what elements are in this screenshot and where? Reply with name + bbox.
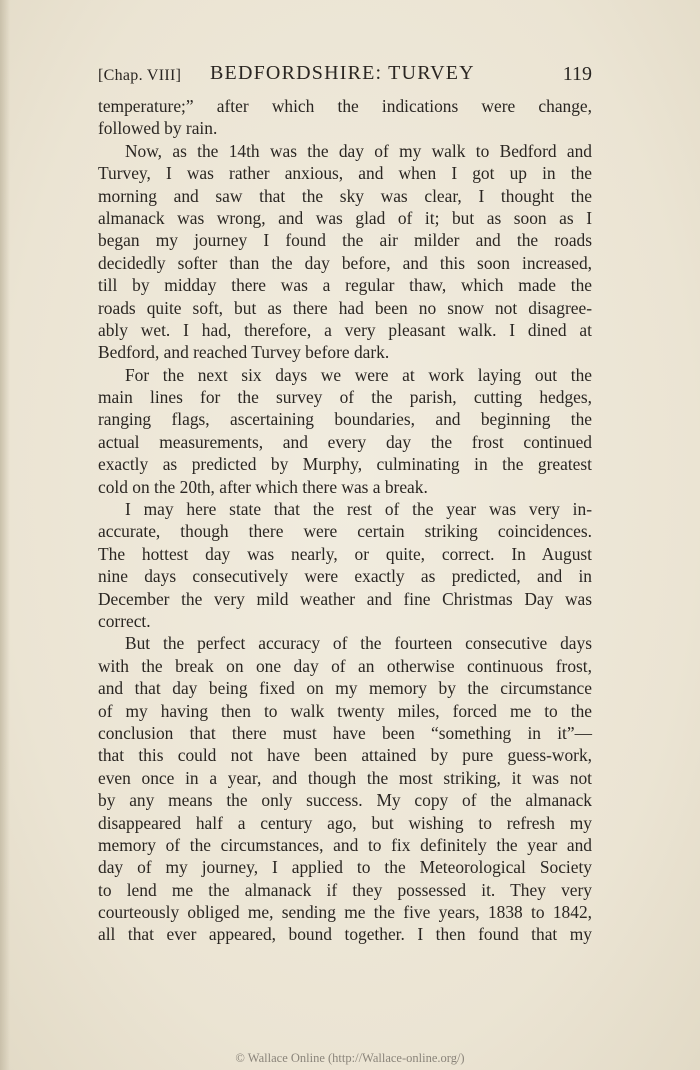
text-line: almanack was wrong, and was glad of it; but as soon as I [98,207,592,228]
text-line: Turvey, I was rather anxious, and when I got up in the [98,163,592,184]
copyright-footer: © Wallace Online (http://Wallace-online.org/) [235,1051,465,1065]
text-line: exactly as predicted by Murphy, culminating in the greatest [98,454,592,475]
body-text [98,95,592,946]
text-line: cold on the 20th, after which there was a break. [98,476,428,497]
chapter-label: [Chap. VIII] [98,67,182,84]
text-line: of my having then to walk twenty miles, forced me to the [98,700,592,721]
text-line: decidedly softer than the day before, and this soon increased, [98,252,592,273]
text-line: disappeared half a century ago, but wishing to refresh my [98,812,592,833]
text-line: courteously obliged me, sending me the five years, 1838 to 1842, [98,902,592,923]
text-line: followed by rain. [98,118,218,139]
text-line: by any means the only success. My copy of the almanack [98,790,592,811]
text-line: ranging flags, ascertaining boundaries, and beginning the [98,409,592,430]
text-line: began my journey I found the air milder and the roads [98,230,592,251]
page-spine-shadow [0,0,10,1070]
text-line: morning and saw that the sky was clear, I thought the [98,185,592,206]
text-line: But the perfect accuracy of the fourteen consecutive days [125,633,592,654]
text-line: Bedford, and reached Turvey before dark. [98,342,390,363]
text-line: conclusion that there must have been “something in it”— [98,722,592,743]
text-line: even once in a year, and though the most striking, it was not [98,767,592,788]
running-header [98,62,592,88]
running-title: BEDFORDSHIRE: TURVEY [210,62,475,84]
text-line: and that day being fixed on my memory by the circumstance [98,678,592,699]
text-line: correct. [98,610,151,631]
text-line: till by midday there was a regular thaw, which made the [98,275,592,296]
text-line: Now, as the 14th was the day of my walk to Bedford and [125,140,592,161]
text-line: I may here state that the rest of the year was very in- [125,499,592,520]
text-line: day of my journey, I applied to the Meteorological Society [98,857,592,878]
text-line: that this could not have been attained by pure guess-work, [98,745,592,766]
text-line: accurate, though there were certain striking coincidences. [98,521,592,542]
text-line: to lend me the almanack if they possessed it. They very [98,879,592,900]
text-line: temperature;” after which the indications were change, [98,96,592,116]
text-line: actual measurements, and every day the frost continued [98,431,592,452]
text-line: roads quite soft, but as there had been no snow not disagree- [98,297,592,318]
text-line: memory of the circumstances, and to fix definitely the year and [98,834,592,855]
text-line: December the very mild weather and fine Christmas Day was [98,588,592,609]
text-line: all that ever appeared, bound together. I then found that my [98,924,592,945]
page-number: 119 [562,63,592,85]
text-line: ably wet. I had, therefore, a very pleasant walk. I dined at [98,319,592,340]
text-line: nine days consecutively were exactly as predicted, and in [98,566,592,587]
text-line: main lines for the survey of the parish, cutting hedges, [98,387,592,408]
text-line: with the break on one day of an otherwise continuous frost, [98,655,592,676]
text-line: For the next six days we were at work laying out the [125,364,592,385]
text-line: The hottest day was nearly, or quite, correct. In August [98,543,592,564]
